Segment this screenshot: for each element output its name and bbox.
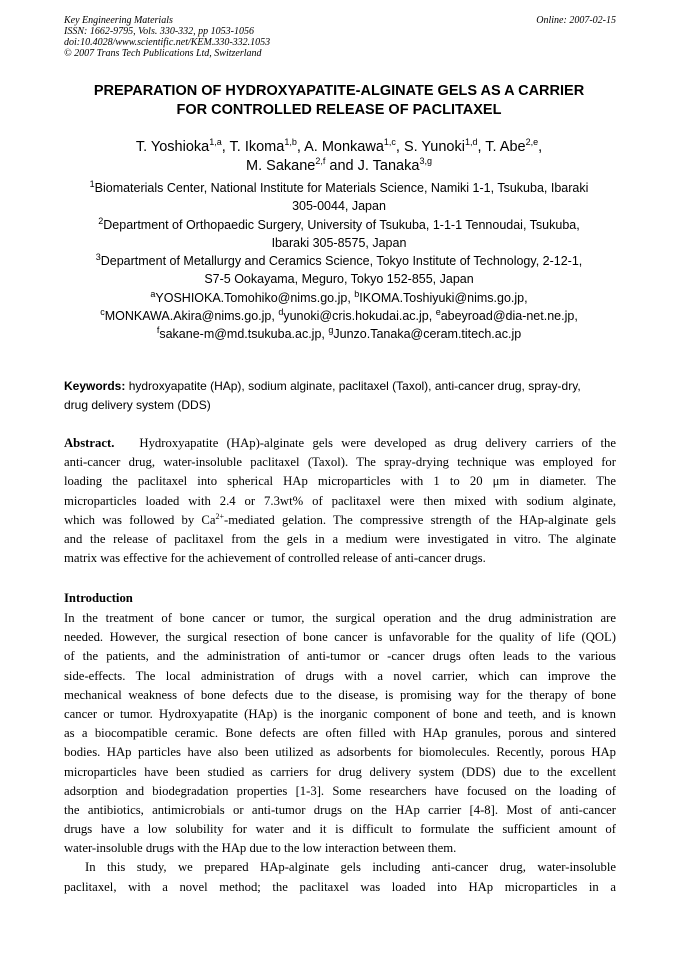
copyright-line: © 2007 Trans Tech Publications Ltd, Switzerland [64, 48, 262, 59]
author-name: T. Yoshioka [135, 139, 210, 155]
affiliation-2-line-1: $^2$Department of Orthopaedic Surgery, University of Tsukuba, 1-1-1 Tennoudai, Tsukuba, [98, 215, 580, 232]
author-name: M. Sakane [246, 158, 316, 174]
email-link[interactable]: sakane-m@md.tsukuba.ac.jp, [159, 327, 325, 342]
author-sup: 2,e [525, 137, 539, 148]
intro-line: bodies. HAp particles have also been utilized as adsorbents for biomolecules. Recently, porous HAp [64, 745, 616, 760]
author-sup: 3,g [419, 156, 432, 167]
journal-header [64, 15, 616, 59]
affiliation-1-line-2: 305-0044, Japan [292, 199, 386, 214]
intro-line: paclitaxel, with a novel method; the paclitaxel was loaded into HAp microparticles in a [64, 879, 616, 894]
affiliation-3-line-1: $^3$Department of Metallurgy and Ceramics Science, Tokyo Institute of Technology, 2-12-1, [95, 252, 583, 269]
keywords-line-1: Keywords: hydroxyapatite (HAp), sodium alginate, paclitaxel (Taxol), anti-cancer drug, spray-dry, [64, 379, 581, 393]
journal-name: Key Engineering Materials [64, 15, 173, 26]
affiliations [50, 179, 628, 344]
email-link[interactable]: abeyroad@dia-net.ne.jp, [440, 309, 578, 324]
intro-line: microparticles have been studied as carriers for drug delivery system (DDS) due to the excellent [64, 764, 616, 779]
abstract [64, 434, 616, 568]
author-list [50, 138, 628, 176]
abstract-label: Abstract. [64, 436, 115, 450]
intro-line: In this study, we prepared HAp-alginate gels including anti-cancer drug, water-insoluble [85, 860, 616, 875]
author-line-2: M. Sakane$^{2,f}$ and J. Tanaka$^{3,g}$ [246, 156, 432, 174]
email-line-2: $^c$MONKAWA.Akira@nims.go.jp, $^d$yunoki@cris.hokudai.ac.jp, $^e$abeyroad@dia-net.ne.jp, [100, 306, 578, 324]
introduction-body [64, 609, 616, 897]
intro-line: adsorption and biodegradation properties [1-3]. Some researchers have focused on the loading of [64, 783, 616, 798]
intro-line: of the patients, and the administration of anti-tumor or -cancer drugs often leads to the various [64, 649, 616, 664]
section-heading-introduction: Introduction [64, 591, 133, 605]
author-line-1: T. Yoshioka$^{1,a}$, T. Ikoma$^{1,b}$, A. Monkawa$^{1,c}$, S. Yunoki$^{1,d}$, T. Abe$^{2,e}$, [135, 137, 543, 155]
affiliation-1-line-1: $^1$Biomaterials Center, National Institute for Materials Science, Namiki 1-1, Tsukuba, Ibaraki [89, 178, 589, 195]
issn-line: ISSN: 1662-9795, Vols. 330-332, pp 1053-1056 [64, 26, 254, 37]
email-link[interactable]: YOSHIOKA.Tomohiko@nims.go.jp, [155, 290, 351, 305]
email-link[interactable]: yunoki@cris.hokudai.ac.jp, [283, 309, 433, 324]
author-sup: 2,f [315, 156, 326, 167]
email-line-1: $^a$YOSHIOKA.Tomohiko@nims.go.jp, $^b$IKOMA.Toshiyuki@nims.go.jp, [150, 288, 528, 305]
intro-line: drugs have a low solubility for water and it is difficult to formulate the sufficient amount of [64, 822, 616, 837]
paper-title [50, 82, 628, 120]
intro-line: side-effects. The local administration of drugs with a novel carrier, which can improve the [64, 668, 616, 683]
abstract-line: Abstract. Hydroxyapatite (HAp)-alginate gels were developed as drug delivery carriers of the [64, 436, 616, 450]
intro-line: mechanical weakness of bone defects due to the disease, is promising way for the therapy of bone [64, 687, 616, 702]
intro-line: as a biocompatible ceramic. Bone defects are often filled with HAp granules, porous and sintered [64, 726, 616, 741]
keywords-label: Keywords: [64, 379, 126, 393]
affiliation-2-line-2: Ibaraki 305-8575, Japan [271, 235, 407, 250]
intro-line: the antibiotics, antimicrobials or anti-tumor drugs on the HAp carrier [4-8]. Most of anti-cancer [64, 802, 616, 817]
email-link[interactable]: Junzo.Tanaka@ceram.titech.ac.jp [333, 327, 522, 342]
author-name: A. Monkawa [304, 139, 384, 155]
abstract-line: and the release of paclitaxel from the gels in a medium were investigated in vitro. The alginate [64, 531, 616, 546]
abstract-line: which was followed by $Ca^{2+}$-mediated gelation. The compressive strength of the HAp-alginate gels [64, 511, 616, 527]
author-sup: 1,b [284, 137, 297, 148]
email-line-3: $^f$sakane-m@md.tsukuba.ac.jp, $^g$Junzo.Tanaka@ceram.titech.ac.jp [156, 325, 522, 342]
title-line-1: PREPARATION OF HYDROXYAPATITE-ALGINATE GELS AS A CARRIER [93, 83, 585, 99]
author-name: T. Abe [485, 139, 526, 155]
keywords [64, 377, 616, 415]
abstract-line: anti-cancer drug, water-insoluble paclitaxel (Taxol). The spray-drying technique was employed for [64, 455, 616, 470]
intro-line: needed. However, the surgical resection of bone cancer is unfavorable for the quality of life (QOL) [64, 630, 616, 645]
email-link[interactable]: MONKAWA.Akira@nims.go.jp, [104, 309, 275, 324]
doi-line: doi:10.4028/www.scientific.net/KEM.330-332.1053 [64, 37, 271, 48]
author-name: J. Tanaka [357, 158, 420, 174]
author-name: T. Ikoma [229, 139, 285, 155]
author-name: S. Yunoki [403, 139, 465, 155]
title-line-2: FOR CONTROLLED RELEASE OF PACLITAXEL [176, 102, 502, 118]
email-link[interactable]: IKOMA.Toshiyuki@nims.go.jp, [359, 290, 528, 305]
intro-line: In the treatment of bone cancer or tumor, the surgical operation and the drug administration are [64, 611, 616, 625]
abstract-line: loading the paclitaxel into spherical HAp microparticles with 1 to 20 μm in diameter. The [64, 474, 616, 489]
intro-line: water-insoluble drugs with the HAp due to the low interaction between them. [64, 841, 457, 856]
author-sup: 1,c [383, 137, 396, 148]
intro-line: cancer or tumor. Hydroxyapatite (HAp) is the inorganic component of bone and teeth, and is known [64, 706, 616, 721]
author-sup: 1,a [209, 137, 222, 148]
abstract-line: microparticles loaded with 2.4 or 7.3wt% of paclitaxel were then mixed with sodium alginate, [64, 493, 616, 508]
author-sup: 1,d [464, 137, 478, 148]
online-date: Online: 2007-02-15 [536, 15, 616, 26]
affiliation-3-line-2: S7-5 Ookayama, Meguro, Tokyo 152-855, Japan [204, 272, 474, 287]
keywords-line-2: drug delivery system (DDS) [64, 398, 211, 412]
abstract-line: matrix was effective for the achievement of controlled release of anti-cancer drugs. [64, 551, 486, 566]
